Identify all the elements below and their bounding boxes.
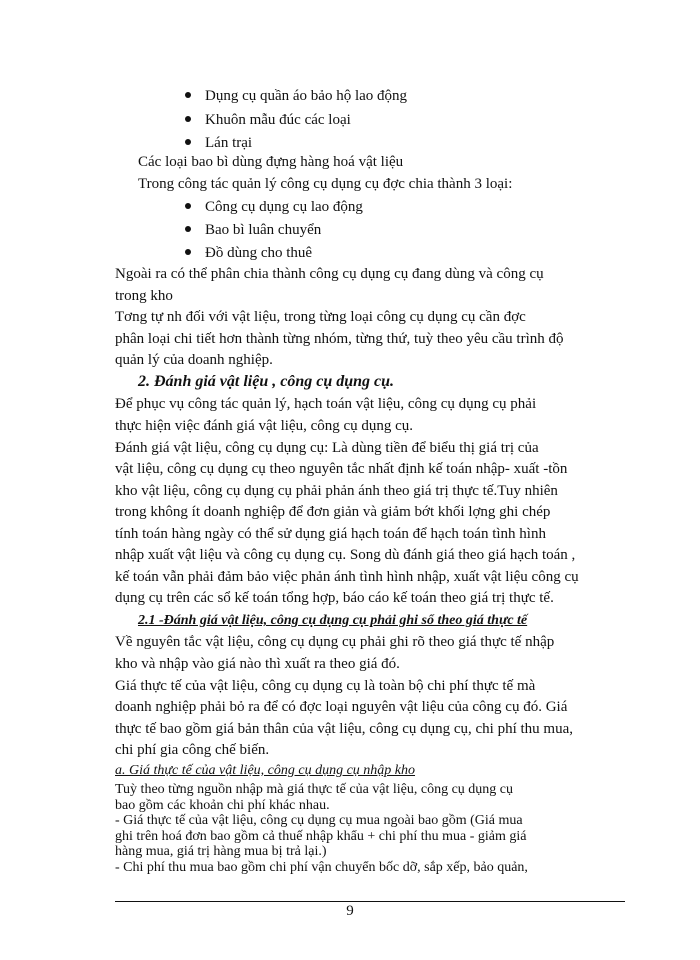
bullet-item: Công cụ dụng cụ lao động: [185, 197, 363, 217]
subsection-heading: 2.1 -Đánh giá vật liệu, công cụ dụng cụ phải ghi sổ theo giá thực tế: [138, 613, 528, 628]
text-line: hàng mua, giá trị hàng mua bị trả lại.): [115, 844, 327, 859]
bullet-item: Khuôn mẫu đúc các loại: [185, 110, 351, 130]
text-line: Để phục vụ công tác quản lý, hạch toán vật liệu, công cụ dụng cụ phải: [115, 396, 537, 412]
text-line: chi phí gia công chế biến.: [115, 742, 270, 758]
page-number: 9: [346, 903, 354, 919]
subsection-heading: a. Giá thực tế của vật liệu, công cụ dụng cụ nhập kho: [115, 763, 416, 778]
bullet-item: Đồ dùng cho thuê: [185, 243, 312, 263]
text-line: doanh nghiệp phải bỏ ra để có đợc loại nguyên vật liệu của công cụ đó. Giá: [115, 699, 568, 715]
text-line: thực hiện việc đánh giá vật liệu, công cụ dụng cụ.: [115, 418, 414, 434]
bullet-dot-icon: [185, 226, 191, 232]
text-line: Các loại bao bì dùng đựng hàng hoá vật liệu: [138, 154, 404, 170]
bullet-dot-icon: [185, 116, 191, 122]
section-heading: 2. Đánh giá vật liệu , công cụ dụng cụ.: [138, 373, 395, 390]
bullet-item: Lán trại: [185, 133, 252, 153]
text-line: nhập xuất vật liệu và công cụ dụng cụ. Song dù đánh giá theo giá hạch toán ,: [115, 547, 576, 563]
bullet-dot-icon: [185, 92, 191, 98]
text-line: Tuỳ theo từng nguồn nhập mà giá thực tế của vật liệu, công cụ dụng cụ: [115, 782, 514, 797]
bullet-item: Bao bì luân chuyển: [185, 220, 321, 240]
bullet-dot-icon: [185, 139, 191, 145]
text-line: Tơng tự nh đối với vật liệu, trong từng loại công cụ dụng cụ cần đợc: [115, 309, 526, 325]
text-line: - Giá thực tế của vật liệu, công cụ dụng cụ mua ngoài bao gồm (Giá mua: [115, 813, 523, 828]
text-line: tính toán hàng ngày có thể sử dụng giá hạch toán để hạch toán tình hình: [115, 526, 546, 542]
text-line: Giá thực tế của vật liệu, công cụ dụng cụ là toàn bộ chi phí thực tế mà: [115, 678, 536, 694]
bullet-dot-icon: [185, 249, 191, 255]
text-line: kho và nhập vào giá nào thì xuất ra theo giá đó.: [115, 656, 400, 672]
text-line: kế toán vẫn phải đảm bảo việc phản ánh tình hình nhập, xuất vật liệu công cụ: [115, 569, 579, 585]
text-line: quản lý của doanh nghiệp.: [115, 352, 273, 368]
text-line: - Chi phí thu mua bao gồm chi phí vận chuyển bốc dỡ, sắp xếp, bảo quản,: [115, 859, 528, 875]
text-line: bao gồm các khoản chi phí khác nhau.: [115, 797, 330, 813]
text-line: vật liệu, công cụ dụng cụ theo nguyên tắc nhất định kế toán nhập- xuất -tồn: [115, 461, 568, 477]
text-line: kho vật liệu, công cụ dụng cụ phải phản ánh theo giá trị thực tế.Tuy nhiên: [115, 483, 558, 499]
text-line: ghi trên hoá đơn bao gồm cả thuế nhập khẩu + chi phí thu mua - giảm giá: [115, 828, 527, 844]
text-line: Ngoài ra có thể phân chia thành công cụ dụng cụ đang dùng và công cụ: [115, 266, 544, 282]
bullet-dot-icon: [185, 203, 191, 209]
text-line: thực tế bao gồm giá bản thân của vật liệu, công cụ dụng cụ, chi phí thu mua,: [115, 721, 574, 737]
text-line: Đánh giá vật liệu, công cụ dụng cụ: Là dùng tiền để biểu thị giá trị của: [115, 440, 539, 456]
text-line: phân loại chi tiết hơn thành từng nhóm, từng thứ, tuỳ theo yêu cầu trình độ: [115, 331, 564, 347]
text-line: Về nguyên tắc vật liệu, công cụ dụng cụ phải ghi rõ theo giá thực tế nhập: [115, 634, 555, 650]
bullet-item: Dụng cụ quần áo bảo hộ lao động: [185, 86, 407, 106]
text-line: Trong công tác quản lý công cụ dụng cụ đợc chia thành 3 loại:: [138, 176, 513, 192]
text-line: trong không ít doanh nghiệp để đơn giản và giảm bớt khối lợng ghi chép: [115, 504, 551, 520]
text-line: dụng cụ trên các sổ kế toán tổng hợp, báo cáo kế toán theo giá trị thực tế.: [115, 590, 554, 606]
footer-rule: [115, 901, 625, 902]
text-line: trong kho: [115, 288, 173, 304]
